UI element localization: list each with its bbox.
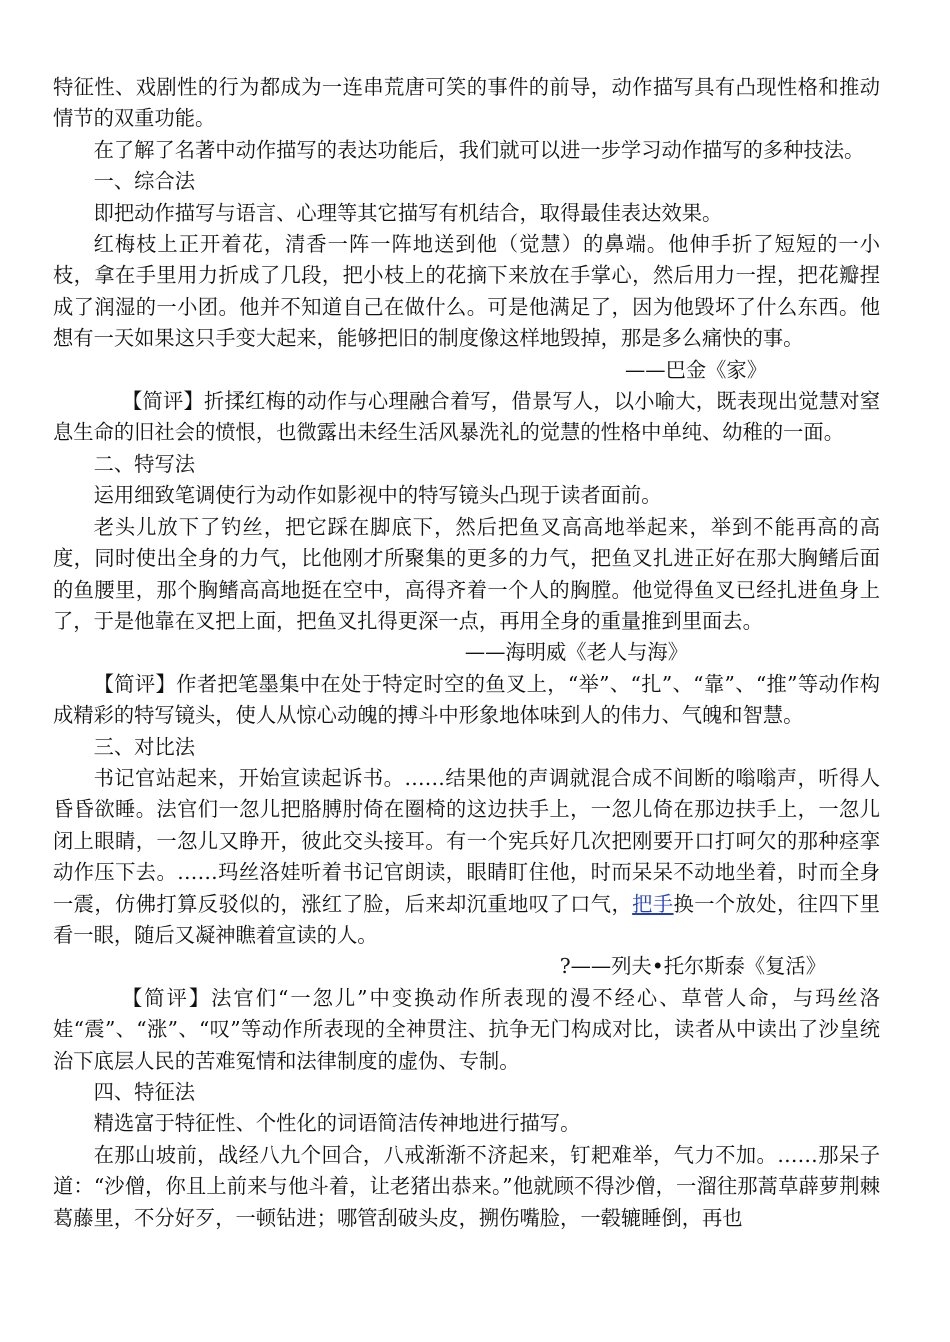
section-heading-contrast: 三、对比法 xyxy=(93,734,196,759)
section-definition: 即把动作描写与语言、心理等其它描写有机结合，取得最佳表达效果。 xyxy=(93,200,723,225)
excerpt-paragraph xyxy=(53,763,880,951)
excerpt-text: 换一个放处，往四下里看一眼，随后又凝神瞧着宣读的人。 xyxy=(53,891,880,947)
section-heading-closeup: 二、特写法 xyxy=(93,451,196,476)
section-definition: 运用细致笔调使行为动作如影视中的特写镜头凸现于读者面前。 xyxy=(93,483,662,508)
section-definition: 精选富于特征性、个性化的词语简洁传神地进行描写。 xyxy=(93,1111,581,1136)
comment-paragraph: 【简评】作者把笔墨集中在处于特定时空的鱼叉上，“举”、“扎”、“靠”、“推”等动作构成精彩的特写镜头，使人从惊心动魄的搏斗中形象地体味到人的伟力、气魄和智慧。 xyxy=(53,671,880,728)
excerpt-paragraph: 红梅枝上正开着花，清香一阵一阵地送到他（觉慧）的鼻端。他伸手折了短短的一小枝，拿在手里用力折成了几段，把小枝上的花摘下来放在手掌心，然后用力一捏，把花瓣捏成了润湿的一小团。他并不知道自己在做什么。可是他满足了，因为他毁坏了什么东西。他想有一天如果这只手变大起来，能够把旧的制度像这样地毁掉，那是多么痛快的事。 xyxy=(53,232,880,351)
intro-paragraph-continued: 特征性、戏剧性的行为都成为一连串荒唐可笑的事件的前导，动作描写具有凸现性格和推动情节的双重功能。 xyxy=(53,75,880,131)
section-heading-synthesis: 一、综合法 xyxy=(93,169,196,194)
intro-paragraph: 在了解了名著中动作描写的表达功能后，我们就可以进一步学习动作描写的多种技法。 xyxy=(93,137,865,162)
excerpt-text: 书记官站起来，开始宣读起诉书。……结果他的声调就混合成不间断的嗡嗡声，听得人昏昏欲睡。法官们一忽儿把胳膊肘倚在圈椅的这边扶手上，一忽儿倚在那边扶手上，一忽儿闭上眼睛，一忽儿又睁开，彼此交头接耳。有一个宪兵好几次把刚要开口打呵欠的那种痉挛动作压下去。……玛丝洛娃听着书记官朗读，眼睛盯住他，时而呆呆不动地坐着，时而全身一震，仿佛打算反驳似的，涨红了脸，后来却沉重地叹了口气， xyxy=(53,765,880,916)
comment-paragraph: 【简评】折揉红梅的动作与心理融合着写，借景写人，以小喻大，既表现出觉慧对窒息生命的旧社会的愤恨，也微露出未经生活风暴洗礼的觉慧的性格中单纯、幼稚的一面。 xyxy=(53,389,880,445)
comment-paragraph: 【简评】法官们“一忽儿”中变换动作所表现的漫不经心、草菅人命，与玛丝洛娃“震”、“涨”、“叹”等动作所表现的全神贯注、抗争无门构成对比，读者从中读出了沙皇统治下底层人民的苦难冤情和法律制度的虚伪、专制。 xyxy=(53,985,880,1073)
excerpt-paragraph: 老头儿放下了钓丝，把它踩在脚底下，然后把鱼叉高高地举起来，举到不能再高的高度，同时使出全身的力气，比他刚才所聚集的更多的力气，把鱼叉扎进正好在那大胸鳍后面的鱼腰里，那个胸鳍高高地挺在空中，高得齐着一个人的胸膛。他觉得鱼叉已经扎进鱼身上了，于是他靠在叉把上面，把鱼叉扎得更深一点，再用全身的重量推到里面去。 xyxy=(53,514,880,633)
section-heading-feature: 四、特征法 xyxy=(93,1080,196,1104)
excerpt-source: ——海明威《老人与海》 xyxy=(464,640,688,665)
excerpt-source: ——巴金《家》 xyxy=(625,357,767,382)
excerpt-source: ?——列夫•托尔斯泰《复活》 xyxy=(559,954,826,979)
inline-link[interactable]: 把手 xyxy=(632,891,674,916)
excerpt-paragraph: 在那山坡前，战经八九个回合，八戒渐渐不济起来，钉耙难举，气力不加。……那呆子道：“沙僧，你且上前来与他斗着，让老猪出恭来。”他就顾不得沙僧，一溜往那蒿草薜萝荆棘葛藤里，不分好歹，一顿钻进；哪管刮破头皮，搠伤嘴脸，一毂辘睡倒，再也 xyxy=(53,1142,880,1230)
document-page xyxy=(53,72,880,1234)
